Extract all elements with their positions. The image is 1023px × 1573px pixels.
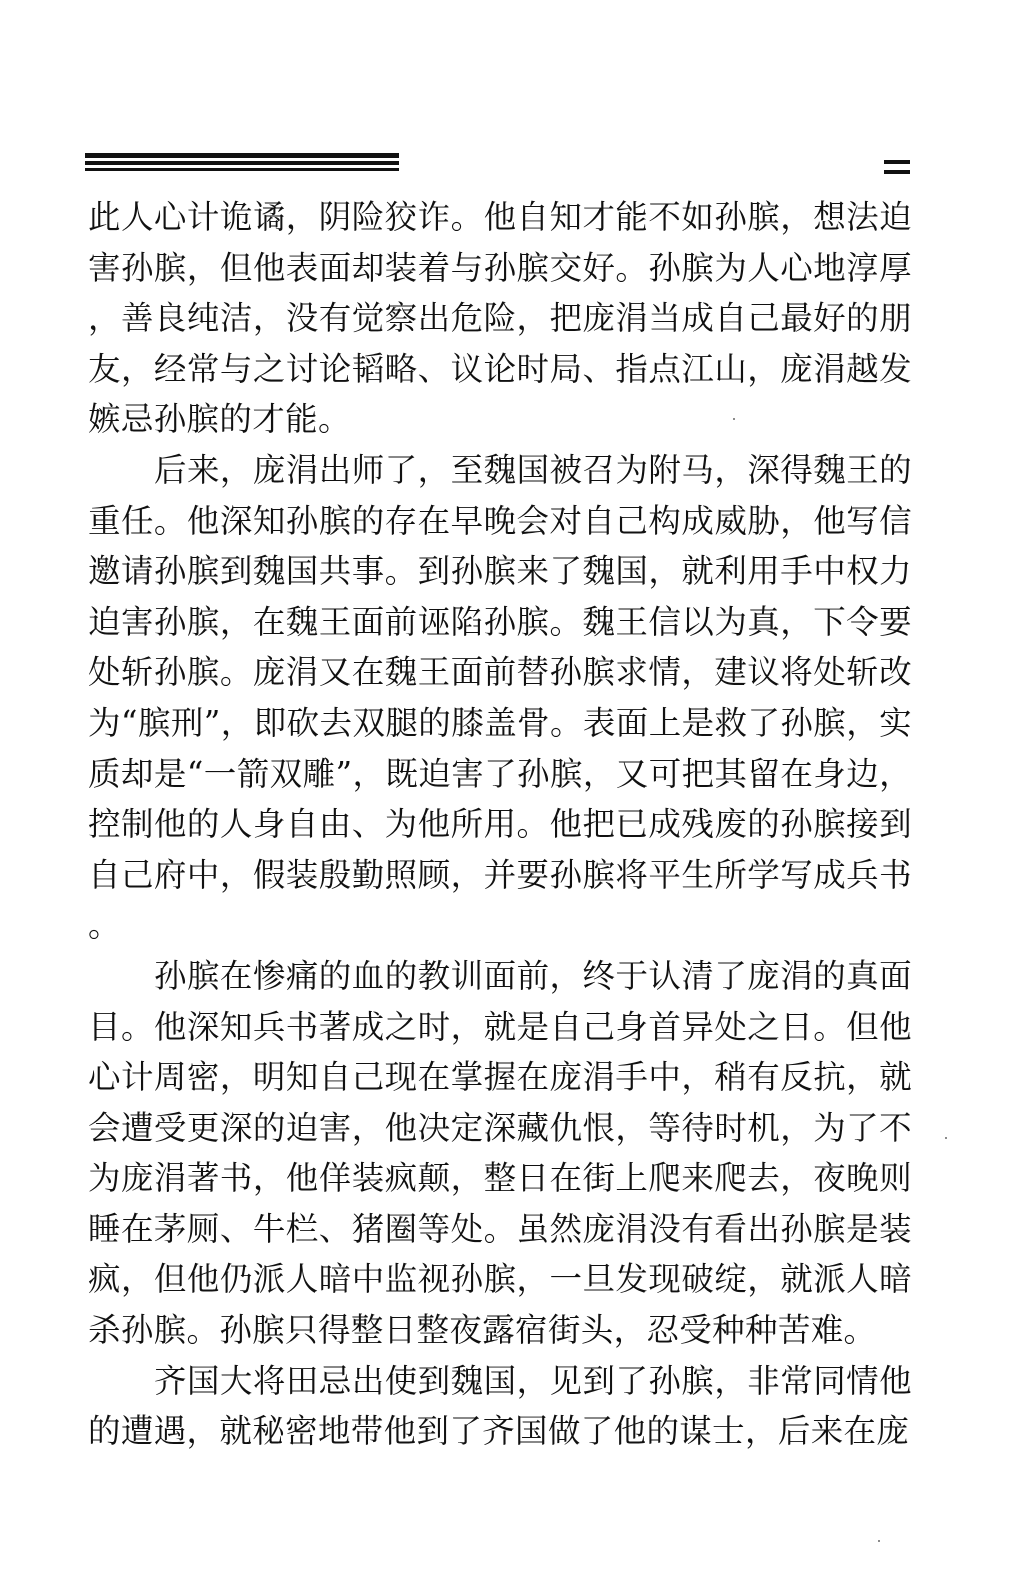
paragraph: 孙膑在惨痛的血的教训面前，终于认清了庞涓的真面目。他深知兵书著成之时，就是自己身首异处之日。但他心计周密，明知自己现在掌握在庞涓手中，稍有反抗，就会遭受更深的迫害，他决定深藏仇恨，等待时机，为了不为庞涓著书，他佯装疯颠，整日在街上爬来爬去，夜晚则睡在茅厕、牛栏、猪圈等处。虽然庞涓没有看出孙膑是装疯，但他仍派人暗中监视孙膑，一旦发现破绽，就派人暗杀孙膑。孙膑只得整日整夜露宿街头，忍受种种苦难。 bbox=[88, 956, 912, 1350]
page-marker-stroke bbox=[884, 170, 910, 174]
header-rule-bar bbox=[85, 168, 399, 171]
paragraph: 此人心计诡谲，阴险狡诈。他自知才能不如孙膑，想法迫害孙膑，但他表面却装着与孙膑交好。孙膑为人心地淳厚，善良纯洁，没有觉察出危险，把庞涓当成自己最好的朋友，经常与之讨论韬略、议论时局、指点江山，庞涓越发嫉忌孙膑的才能。 bbox=[88, 198, 912, 439]
paragraph: 后来，庞涓出师了，至魏国被召为附马，深得魏王的重任。他深知孙膑的存在早晚会对自己构成威胁，他写信邀请孙膑到魏国共事。到孙膑来了魏国，就利用手中权力迫害孙膑，在魏王面前诬陷孙膑。魏王信以为真，下令要处斩孙膑。庞涓又在魏王面前替孙膑求情，建议将处斩改为“膑刑”，即砍去双腿的膝盖骨。表面上是救了孙膑，实质却是“一箭双雕”，既迫害了孙膑，又可把其留在身边，控制他的人身自由、为他所用。他把已成残废的孙膑接到自己府中，假装殷勤照顾，并要孙膑将平生所学写成兵书。 bbox=[88, 450, 912, 945]
scan-speck bbox=[733, 418, 735, 420]
scan-speck bbox=[945, 1137, 947, 1139]
scan-speck bbox=[878, 1540, 880, 1542]
header-rule bbox=[85, 153, 399, 171]
paragraph: 齐国大将田忌出使到魏国，见到了孙膑，非常同情他的遭遇，就秘密地带他到了齐国做了他的谋士，后来在庞 bbox=[88, 1361, 912, 1451]
page-number-marker bbox=[884, 160, 910, 174]
body-text bbox=[88, 192, 912, 1457]
